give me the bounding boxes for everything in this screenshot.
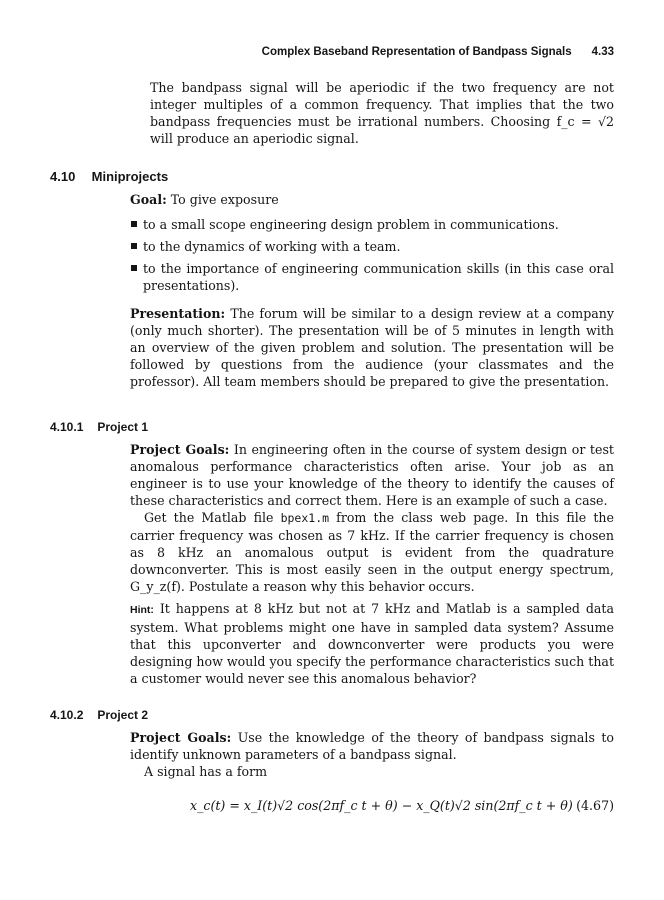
equation-4-67 (190, 798, 614, 813)
subsection-title: Project 2 (97, 708, 149, 722)
section-number: 4.10 (50, 169, 76, 184)
project1-para2-end: from the class web page. In this file the carrier frequency was chosen as 7 kHz. If the carrier frequency is chosen as 8 kHz an anomalous output is evident from the quadrature downconverter. This is most easily seen in the output energy spectrum, G_y_z(f). Postulate a reason why this behavior occurs. (130, 510, 614, 594)
subsection-heading-project2 (50, 708, 148, 722)
goal-bullet: to a small scope engineering design problem in communications. (130, 216, 614, 233)
running-header (130, 46, 614, 58)
subsection-number: 4.10.1 (50, 420, 84, 434)
hint-text: It happens at 8 kHz but not at 7 kHz and Matlab is a sampled data system. What problems might one have in sampled data system? Assume that this upconverter and downconverter were products you were designing how would you specify the performance characteristics such that a customer would never see this anomalous behavior? (130, 601, 614, 686)
presentation-text: The forum will be similar to a design review at a company (only much shorter). The presentation will be of 5 minutes in length with an overview of the given problem and solution. The presentation will be followed by questions from the audience (your classmates and the professor). All team members should be prepared to give the presentation. (130, 306, 614, 389)
subsection-heading-project1 (50, 420, 148, 434)
goal-block (130, 191, 614, 299)
goal-text: To give exposure (170, 192, 279, 207)
subsection-number: 4.10.2 (50, 708, 84, 722)
project1-goals-text: In engineering often in the course of system design or test anomalous performance characteristics often arise. Your job as an engineer is to use your knowledge of the theory to identify the causes of these characteristics and correct them. Here is an example of such a case. (130, 442, 614, 508)
project1-para2-start: Get the Matlab file (144, 510, 274, 525)
page-number: 4.33 (591, 46, 614, 58)
running-title: Complex Baseband Representation of Bandpass Signals (261, 46, 572, 58)
intro-text: The bandpass signal will be aperiodic if the two frequency are not integer multiples of a common frequency. That implies that the two bandpass frequencies must be irrational numbers. Choosing f_c = √2 will produce an aperiodic signal. (150, 80, 614, 146)
goal-bullet: to the importance of engineering communication skills (in this case oral presentations). (130, 260, 614, 294)
project1-body (130, 441, 614, 687)
section-heading (50, 169, 168, 184)
matlab-filename: bpex1.m (280, 511, 330, 525)
project2-goals-text: Use the knowledge of the theory of bandpass signals to identify unknown parameters of a bandpass signal. (130, 730, 614, 762)
section-title: Miniprojects (91, 169, 169, 184)
subsection-title: Project 1 (97, 420, 149, 434)
intro-paragraph (150, 79, 614, 147)
project1-goals-label: Project Goals: (130, 442, 230, 457)
project2-body (130, 729, 614, 780)
presentation-label: Presentation: (130, 306, 226, 321)
goal-label: Goal: (130, 192, 167, 207)
equation-expression: x_c(t) = x_I(t)√2 cos(2πf_c t + θ) − x_Q(t)√2 sin(2πf_c t + θ) (190, 798, 573, 813)
project2-goals-label: Project Goals: (130, 730, 232, 745)
hint-label: Hint: (130, 604, 154, 616)
project2-para2: A signal has a form (144, 764, 268, 779)
presentation-paragraph (130, 305, 614, 390)
equation-number: (4.67) (576, 798, 614, 813)
goal-bullet: to the dynamics of working with a team. (130, 238, 614, 255)
goal-bullet-list (130, 216, 614, 294)
